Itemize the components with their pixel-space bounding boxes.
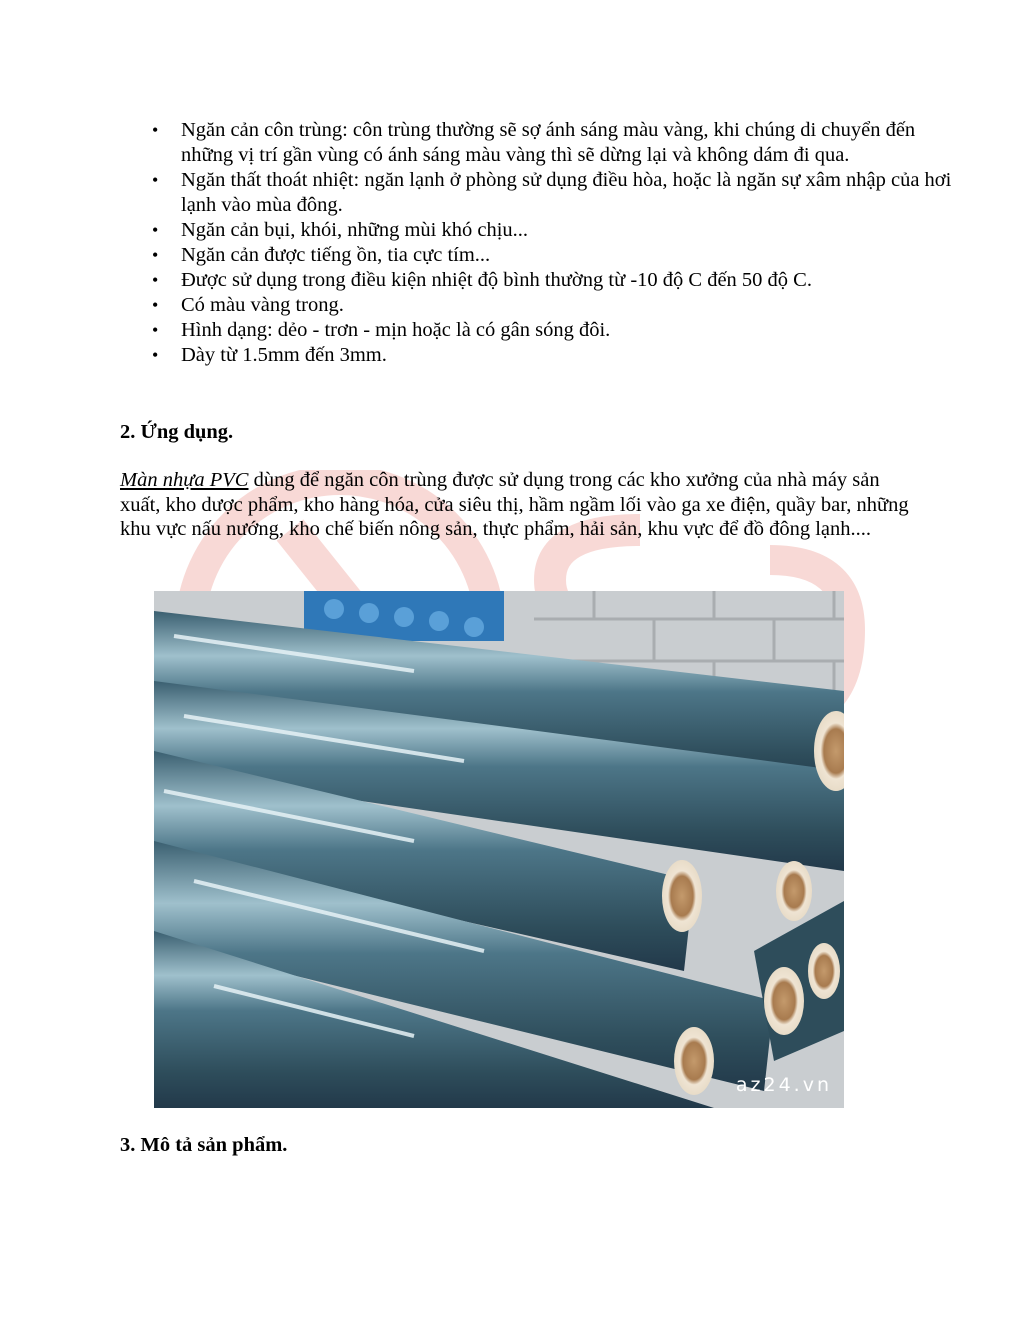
applications-text: dùng để ngăn côn trùng được sử dụng trong các kho xưởng của nhà máy sản xuất, kho dược phẩm, kho hàng hóa, cửa siêu thị, hầm ngầm lối vào ga xe điện, quầy bar, những khu vực nấu nướng, kho chế biến nông sản, thực phẩm, hải sản, khu vực để đồ đông lạnh.... [120, 469, 909, 540]
list-item: • Ngăn thất thoát nhiệt: ngăn lạnh ở phòng sử dụng điều hòa, hoặc là ngăn sự xâm nhập của hơi lạnh vào mùa đông. [181, 168, 971, 218]
list-item: • Ngăn cản bụi, khói, những mùi khó chịu... [181, 218, 971, 243]
list-item: • Ngăn cản được tiếng ồn, tia cực tím... [181, 243, 971, 268]
pvc-curtain-link[interactable]: Màn nhựa PVC [120, 469, 249, 491]
section-heading-applications: 2. Ứng dụng. [120, 421, 234, 443]
feature-list [120, 118, 971, 368]
list-item: • Ngăn cản côn trùng: côn trùng thường sẽ sợ ánh sáng màu vàng, khi chúng di chuyển đến những vị trí gần vùng có ánh sáng màu vàng thì sẽ dừng lại và không dám đi qua. [181, 118, 971, 168]
list-item: • Được sử dụng trong điều kiện nhiệt độ bình thường từ -10 độ C đến 50 độ C. [181, 268, 971, 293]
list-item: • Hình dạng: dẻo - trơn - mịn hoặc là có gân sóng đôi. [181, 318, 971, 343]
list-item: • Dày từ 1.5mm đến 3mm. [181, 343, 971, 368]
section-heading-description: 3. Mô tả sản phẩm. [120, 1134, 288, 1156]
pvc-rolls-photo [154, 591, 844, 1108]
pvc-rolls-illustration [154, 591, 844, 1108]
applications-paragraph [120, 468, 915, 542]
photo-watermark-text: az24.vn [735, 1074, 832, 1096]
list-item: • Có màu vàng trong. [181, 293, 971, 318]
